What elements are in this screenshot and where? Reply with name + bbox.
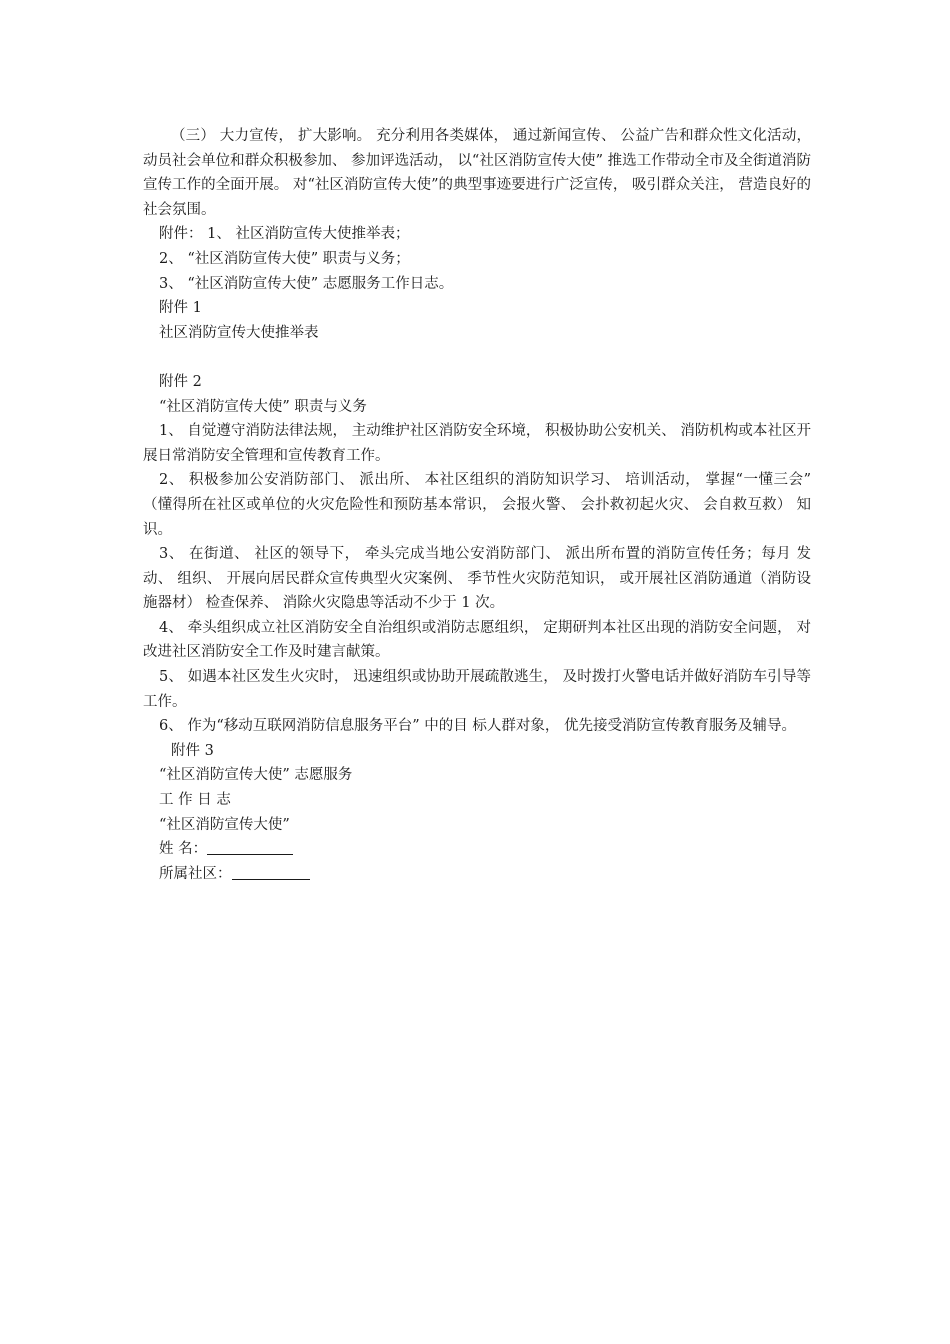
attachments-item-3: 3、 “社区消防宣传大使” 志愿服务工作日志。 bbox=[159, 275, 454, 292]
attachment-3-ambassador: “社区消防宣传大使” bbox=[159, 816, 290, 833]
document-page bbox=[143, 124, 811, 886]
attachments-intro: 附件： 1、 社区消防宣传大使推举表； bbox=[159, 226, 410, 243]
attachment-3-label: 附件 3 bbox=[171, 742, 214, 759]
duty-item-3: 3、 在街道、 社区的领导下， 牵头完成当地公安消防部门、 派出所布置的消防宣传任务；每月 发动、 组织、 开展向居民群众宣传典型火灾案例、 季节性火灾防范知识， 或开展社区消防通道（消防设施器材） 检查保养、 消除火灾隐患等活动不少于 1 次。 bbox=[143, 546, 811, 612]
section-3-paragraph: （三） 大力宣传， 扩大影响。 充分利用各类媒体， 通过新闻宣传、 公益广告和群众性文化活动， 动员社会单位和群众积极参加、 参加评选活动， 以“社区消防宣传大使” 推选工作带动全市及全街道消防宣传工作的全面开展。 对“社区消防宣传大使”的典型事迹要进行广泛宣传， 吸引群众关注， 营造良好的社会氛围。 bbox=[143, 128, 811, 218]
duty-item-4: 4、 牵头组织成立社区消防安全自治组织或消防志愿组织， 定期研判本社区出现的消防安全问题， 对改进社区消防安全工作及时建言献策。 bbox=[143, 619, 811, 661]
attachment-2-title: “社区消防宣传大使” 职责与义务 bbox=[159, 398, 367, 415]
attachment-2-label: 附件 2 bbox=[159, 373, 202, 390]
community-field-row bbox=[143, 862, 811, 887]
duty-item-6: 6、 作为“移动互联网消防信息服务平台” 中的目 标人群对象， 优先接受消防宣传教育服务及辅导。 bbox=[159, 718, 796, 735]
attachment-1-label: 附件 1 bbox=[159, 300, 202, 317]
duty-item-2: 2、 积极参加公安消防部门、 派出所、 本社区组织的消防知识学习、 培训活动， 掌握“一懂三会” （懂得所在社区或单位的火灾危险性和预防基本常识， 会报火警、 会扑救初起火灾、 会自救互救） 知识。 bbox=[143, 472, 811, 538]
duty-item-5: 5、 如遇本社区发生火灾时， 迅速组织或协助开展疏散逃生， 及时拨打火警电话并做好消防车引导等工作。 bbox=[143, 669, 811, 710]
name-label: 姓 名： bbox=[159, 841, 208, 858]
duty-item-1: 1、 自觉遵守消防法律法规， 主动维护社区消防安全环境， 积极协助公安机关、 消防机构或本社区开展日常消防安全管理和宣传教育工作。 bbox=[143, 423, 811, 464]
attachment-1-title: 社区消防宣传大使推举表 bbox=[159, 324, 319, 341]
community-blank bbox=[232, 863, 310, 880]
attachment-3-title: “社区消防宣传大使” 志愿服务 bbox=[159, 767, 353, 784]
name-blank bbox=[207, 838, 293, 855]
attachment-3-subtitle: 工 作 日 志 bbox=[159, 792, 231, 809]
community-label: 所属社区： bbox=[159, 865, 232, 882]
name-field-row bbox=[143, 837, 811, 862]
spacer bbox=[143, 345, 811, 370]
attachments-item-2: 2、 “社区消防宣传大使” 职责与义务； bbox=[159, 250, 410, 267]
